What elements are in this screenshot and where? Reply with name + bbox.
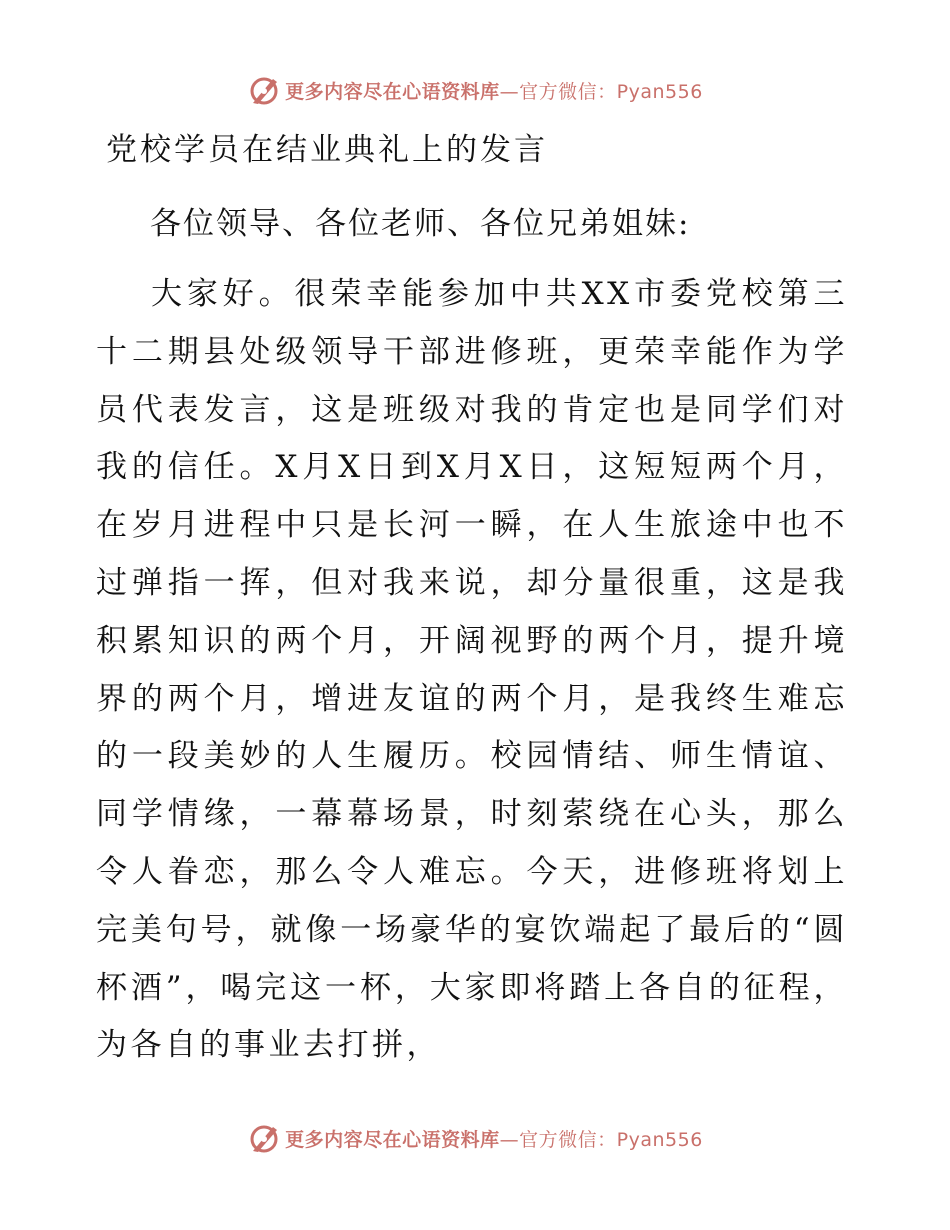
pen-circle-logo-icon [247, 73, 281, 107]
body-paragraph: 大家好。很荣幸能参加中共XX市委党校第三十二期县处级领导干部进修班，更荣幸能作为学员代表发言，这是班级对我的肯定也是同学们对我的信任。X月X日到X月X日，这短短两个月，在岁月进程中只是长河一瞬，在人生旅途中也不过弹指一挥，但对我来说，却分量很重，这是我积累知识的两个月，开阔视野的两个月，提升境界的两个月，增进友谊的两个月，是我终生难忘的一段美妙的人生履历。校园情结、师生情谊、同学情缘，一幕幕场景，时刻萦绕在心头，那么令人眷恋，那么令人难忘。今天，进修班将划上完美句号，就像一场豪华的宴饮端起了最后的“圆杯酒”，喝完这一杯，大家即将踏上各自的征程，为各自的事业去打拼， [96, 276, 848, 1064]
salutation: 各位领导、各位老师、各位兄弟姐妹: [150, 206, 691, 242]
watermark-text-main: 更多内容尽在心语资料库 [285, 80, 500, 103]
footer-watermark-banner [0, 1118, 950, 1158]
document-title: 党校学员在结业典礼上的发言 [106, 132, 548, 168]
watermark-text-wechat: —官方微信：Pyan556 [499, 80, 703, 103]
watermark-text [285, 1125, 703, 1152]
watermark-text-wechat: —官方微信：Pyan556 [499, 1128, 703, 1151]
watermark-text [285, 77, 703, 104]
pen-circle-logo-icon [247, 1121, 281, 1155]
watermark-text-main: 更多内容尽在心语资料库 [285, 1128, 500, 1151]
header-watermark-banner [0, 70, 950, 110]
